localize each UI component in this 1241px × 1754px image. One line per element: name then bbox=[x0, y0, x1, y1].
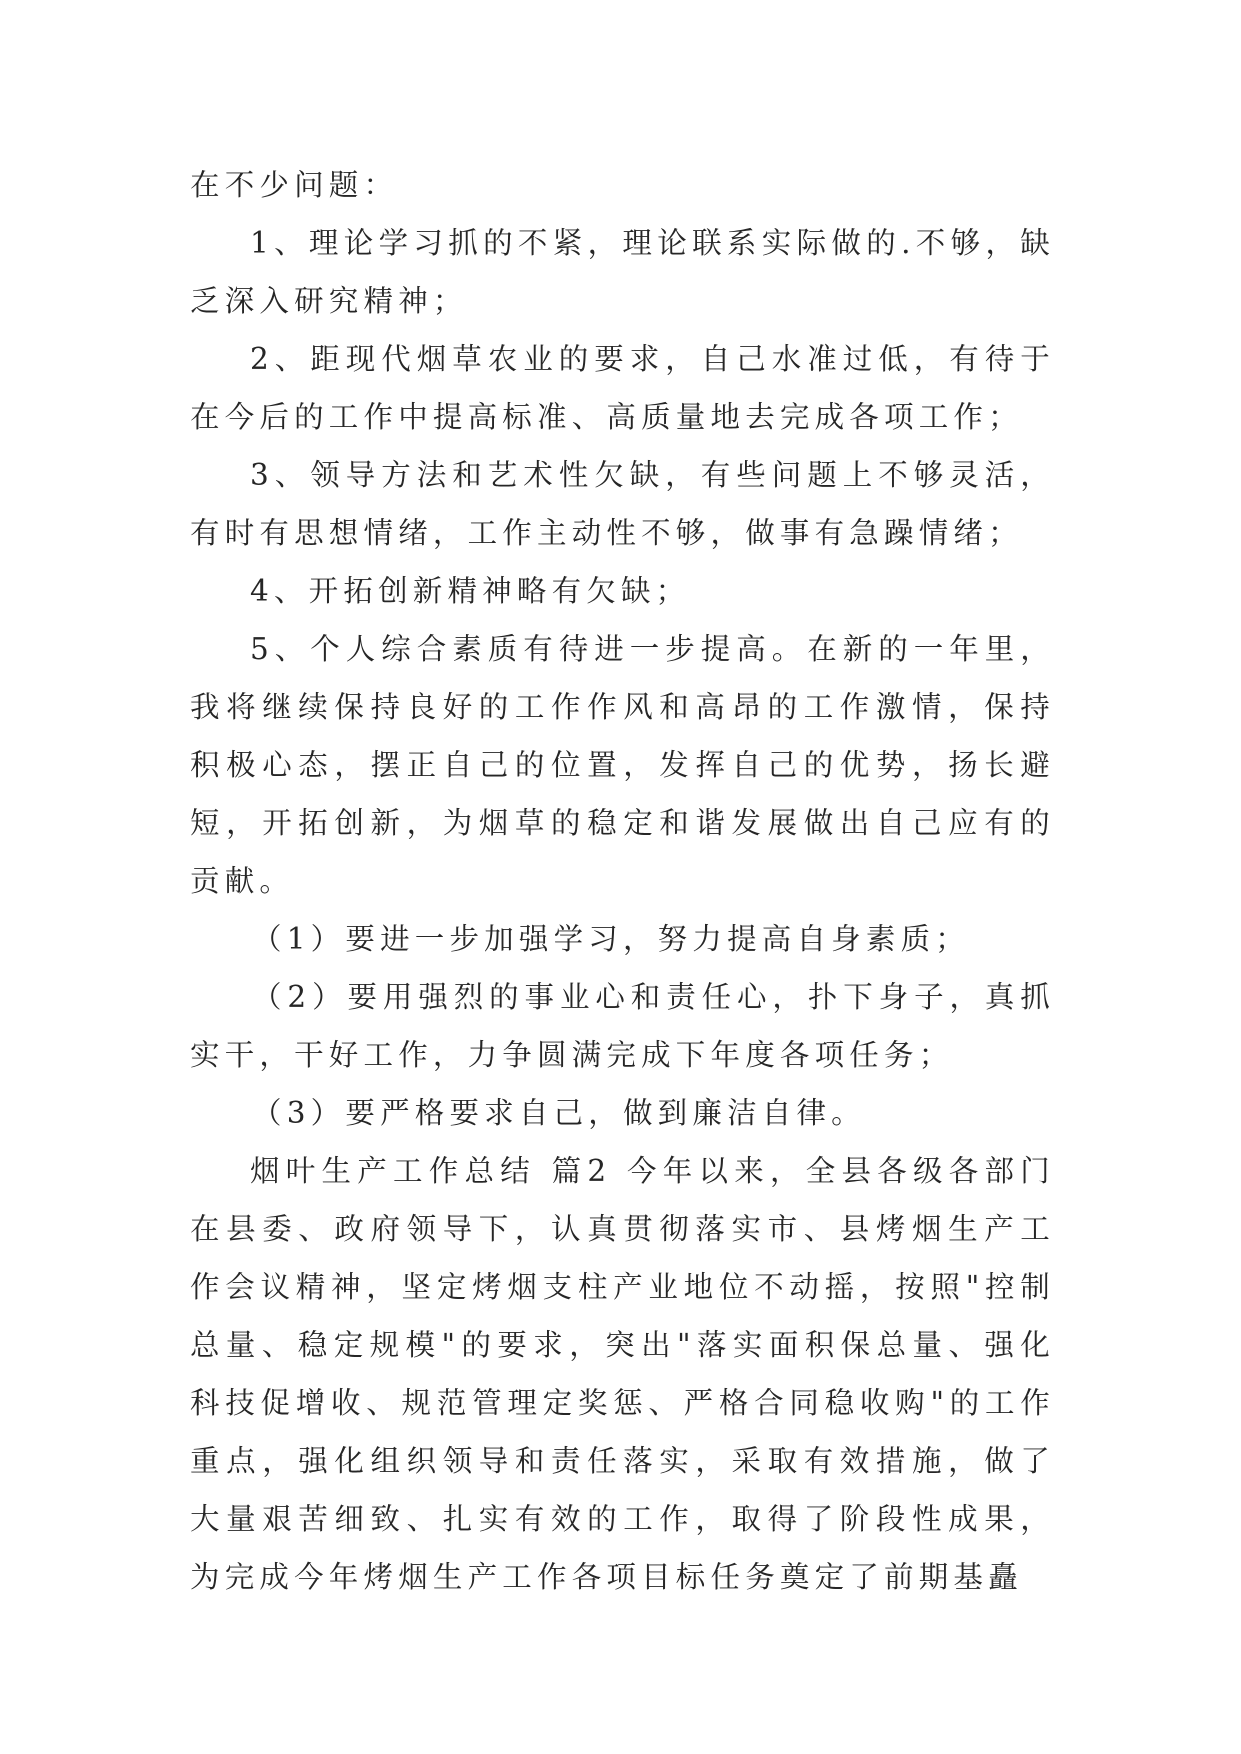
paragraph-intro: 在不少问题： bbox=[190, 168, 399, 202]
paragraph-item-5: 5、个人综合素质有待进一步提高。在新的一年里，我将继续保持良好的工作作风和高昂的工作激情，保持积极心态，摆正自己的位置，发挥自己的优势，扬长避短，开拓创新，为烟草的稳定和谐发展做出自己应有的贡献。 bbox=[190, 632, 1055, 898]
paragraph-item-1: 1、理论学习抓的不紧，理论联系实际做的.不够，缺乏深入研究精神； bbox=[190, 226, 1055, 318]
paragraph-item-4: 4、开拓创新精神略有欠缺； bbox=[250, 574, 691, 608]
paragraph-section-2: 烟叶生产工作总结 篇2 今年以来，全县各级各部门在县委、政府领导下，认真贯彻落实市、县烤烟生产工作会议精神，坚定烤烟支柱产业地位不动摇，按照"控制总量、稳定规模"的要求，突出"落实面积保总量、强化科技促增收、规范管理定奖惩、严格合同稳收购"的工作重点，强化组织领导和责任落实，采取有效措施，做了大量艰苦细致、扎实有效的工作，取得了阶段性成果，为完成今年烤烟生产工作各项目标任务奠定了前期基矗 bbox=[190, 1154, 1055, 1594]
document-body bbox=[190, 156, 1055, 1606]
paragraph-subitem-1: （1）要进一步加强学习，努力提高自身素质； bbox=[252, 922, 970, 956]
paragraph-subitem-3: （3）要严格要求自己，做到廉洁自律。 bbox=[252, 1096, 866, 1130]
paragraph-item-3: 3、领导方法和艺术性欠缺，有些问题上不够灵活，有时有思想情绪，工作主动性不够，做事有急躁情绪； bbox=[190, 458, 1055, 550]
paragraph-subitem-2: （2）要用强烈的事业心和责任心，扑下身子，真抓实干，干好工作，力争圆满完成下年度各项任务； bbox=[190, 980, 1055, 1072]
paragraph-item-2: 2、距现代烟草农业的要求，自己水准过低，有待于在今后的工作中提高标准、高质量地去完成各项工作； bbox=[190, 342, 1055, 434]
